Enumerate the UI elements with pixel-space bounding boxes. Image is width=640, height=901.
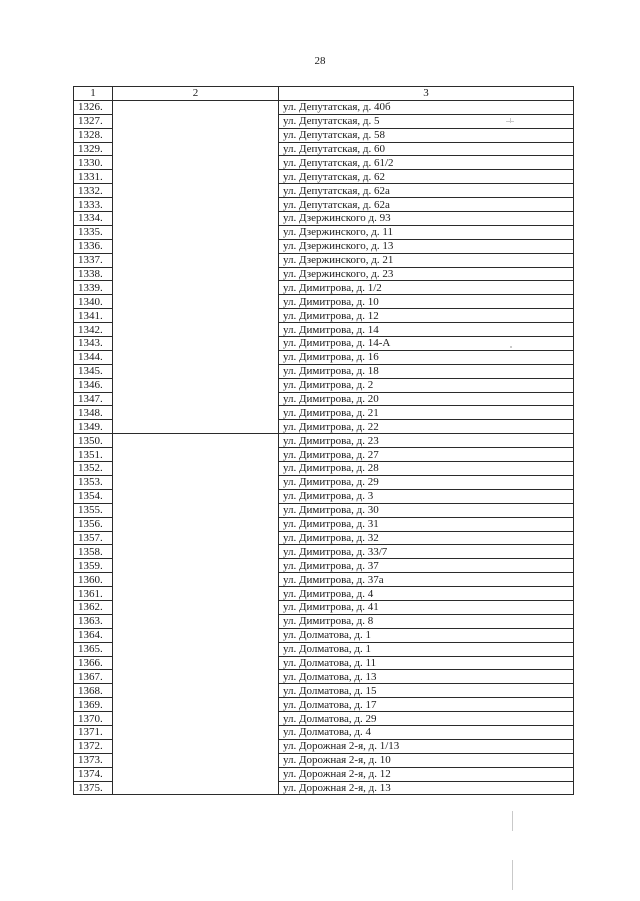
address-cell: ул. Димитрова, д. 23	[279, 434, 574, 448]
address-cell: ул. Димитрова, д. 18	[279, 364, 574, 378]
row-number-cell: 1330.	[74, 156, 113, 170]
address-cell: ул. Долматова, д. 11	[279, 656, 574, 670]
row-number-cell: 1348.	[74, 406, 113, 420]
address-cell: ул. Димитрова, д. 1/2	[279, 281, 574, 295]
row-number-cell: 1331.	[74, 170, 113, 184]
row-number-cell: 1361.	[74, 587, 113, 601]
row-number-cell: 1347.	[74, 392, 113, 406]
row-number-cell: 1345.	[74, 364, 113, 378]
row-number-cell: 1343.	[74, 337, 113, 351]
address-cell: ул. Депутатская, д. 60	[279, 142, 574, 156]
address-cell: ул. Долматова, д. 29	[279, 712, 574, 726]
row-number-cell: 1334.	[74, 212, 113, 226]
row-number-cell: 1371.	[74, 725, 113, 739]
address-cell: ул. Димитрова, д. 8	[279, 614, 574, 628]
address-cell: ул. Долматова, д. 1	[279, 642, 574, 656]
table-row	[74, 434, 574, 448]
merged-empty-cell	[113, 100, 279, 433]
row-number-cell: 1346.	[74, 378, 113, 392]
address-cell: ул. Димитрова, д. 30	[279, 503, 574, 517]
row-number-cell: 1338.	[74, 267, 113, 281]
row-number-cell: 1340.	[74, 295, 113, 309]
address-cell: ул. Дорожная 2-я, д. 10	[279, 753, 574, 767]
address-cell: ул. Димитрова, д. 4	[279, 587, 574, 601]
address-cell: ул. Дзержинского, д. 21	[279, 253, 574, 267]
row-number-cell: 1351.	[74, 448, 113, 462]
address-cell: ул. Димитрова, д. 3	[279, 489, 574, 503]
address-cell: ул. Димитрова, д. 32	[279, 531, 574, 545]
row-number-cell: 1342.	[74, 323, 113, 337]
address-cell: ул. Депутатская, д. 40б	[279, 100, 574, 114]
address-cell: ул. Депутатская, д. 58	[279, 128, 574, 142]
row-number-cell: 1357.	[74, 531, 113, 545]
address-cell: ул. Дзержинского, д. 13	[279, 239, 574, 253]
address-cell: ул. Димитрова, д. 14-А	[279, 337, 574, 351]
row-number-cell: 1368.	[74, 684, 113, 698]
address-cell: ул. Долматова, д. 17	[279, 698, 574, 712]
address-cell: ул. Димитрова, д. 14	[279, 323, 574, 337]
row-number-cell: 1356.	[74, 517, 113, 531]
address-cell: ул. Димитрова, д. 10	[279, 295, 574, 309]
address-cell: ул. Дзержинского д. 93	[279, 212, 574, 226]
address-cell: ул. Депутатская, д. 62а	[279, 184, 574, 198]
address-cell: ул. Димитрова, д. 37а	[279, 573, 574, 587]
address-cell: ул. Димитрова, д. 37	[279, 559, 574, 573]
row-number-cell: 1328.	[74, 128, 113, 142]
row-number-cell: 1335.	[74, 225, 113, 239]
scan-speck	[512, 860, 513, 890]
address-cell: ул. Димитрова, д. 21	[279, 406, 574, 420]
row-number-cell: 1363.	[74, 614, 113, 628]
row-number-cell: 1352.	[74, 462, 113, 476]
row-number-cell: 1362.	[74, 600, 113, 614]
row-number-cell: 1375.	[74, 781, 113, 795]
row-number-cell: 1360.	[74, 573, 113, 587]
row-number-cell: 1366.	[74, 656, 113, 670]
column-header-2: 2	[113, 87, 279, 101]
address-cell: ул. Дзержинского, д. 11	[279, 225, 574, 239]
scan-speck	[510, 118, 511, 123]
address-cell: ул. Димитрова, д. 27	[279, 448, 574, 462]
address-cell: ул. Димитрова, д. 41	[279, 600, 574, 614]
address-cell: ул. Димитрова, д. 31	[279, 517, 574, 531]
row-number-cell: 1332.	[74, 184, 113, 198]
row-number-cell: 1373.	[74, 753, 113, 767]
address-cell: ул. Димитрова, д. 20	[279, 392, 574, 406]
row-number-cell: 1359.	[74, 559, 113, 573]
address-cell: ул. Долматова, д. 13	[279, 670, 574, 684]
row-number-cell: 1336.	[74, 239, 113, 253]
column-header-1: 1	[74, 87, 113, 101]
row-number-cell: 1370.	[74, 712, 113, 726]
row-number-cell: 1372.	[74, 739, 113, 753]
column-header-3: 3	[279, 87, 574, 101]
row-number-cell: 1354.	[74, 489, 113, 503]
row-number-cell: 1327.	[74, 114, 113, 128]
address-table	[73, 86, 574, 795]
table-row	[74, 100, 574, 114]
address-cell: ул. Димитрова, д. 12	[279, 309, 574, 323]
row-number-cell: 1374.	[74, 767, 113, 781]
scan-speck	[512, 811, 513, 831]
address-cell: ул. Димитрова, д. 28	[279, 462, 574, 476]
row-number-cell: 1326.	[74, 100, 113, 114]
row-number-cell: 1329.	[74, 142, 113, 156]
row-number-cell: 1358.	[74, 545, 113, 559]
address-cell: ул. Долматова, д. 1	[279, 628, 574, 642]
scan-speck	[510, 346, 512, 348]
address-cell: ул. Депутатская, д. 61/2	[279, 156, 574, 170]
address-cell: ул. Депутатская, д. 62	[279, 170, 574, 184]
address-cell: ул. Долматова, д. 4	[279, 725, 574, 739]
row-number-cell: 1355.	[74, 503, 113, 517]
address-cell: ул. Долматова, д. 15	[279, 684, 574, 698]
row-number-cell: 1369.	[74, 698, 113, 712]
page-number: 28	[314, 55, 326, 67]
address-cell: ул. Депутатская, д. 5	[279, 114, 574, 128]
merged-empty-cell	[113, 434, 279, 795]
row-number-cell: 1367.	[74, 670, 113, 684]
table-header-row	[74, 87, 574, 101]
row-number-cell: 1364.	[74, 628, 113, 642]
row-number-cell: 1333.	[74, 198, 113, 212]
table-body	[74, 100, 574, 795]
row-number-cell: 1344.	[74, 350, 113, 364]
address-cell: ул. Димитрова, д. 2	[279, 378, 574, 392]
row-number-cell: 1349.	[74, 420, 113, 434]
address-cell: ул. Димитрова, д. 22	[279, 420, 574, 434]
address-cell: ул. Депутатская, д. 62а	[279, 198, 574, 212]
address-cell: ул. Дорожная 2-я, д. 12	[279, 767, 574, 781]
row-number-cell: 1341.	[74, 309, 113, 323]
address-cell: ул. Димитрова, д. 29	[279, 475, 574, 489]
row-number-cell: 1365.	[74, 642, 113, 656]
row-number-cell: 1350.	[74, 434, 113, 448]
address-cell: ул. Дзержинского, д. 23	[279, 267, 574, 281]
address-cell: ул. Димитрова, д. 16	[279, 350, 574, 364]
address-cell: ул. Димитрова, д. 33/7	[279, 545, 574, 559]
address-cell: ул. Дорожная 2-я, д. 1/13	[279, 739, 574, 753]
row-number-cell: 1339.	[74, 281, 113, 295]
row-number-cell: 1353.	[74, 475, 113, 489]
row-number-cell: 1337.	[74, 253, 113, 267]
address-cell: ул. Дорожная 2-я, д. 13	[279, 781, 574, 795]
